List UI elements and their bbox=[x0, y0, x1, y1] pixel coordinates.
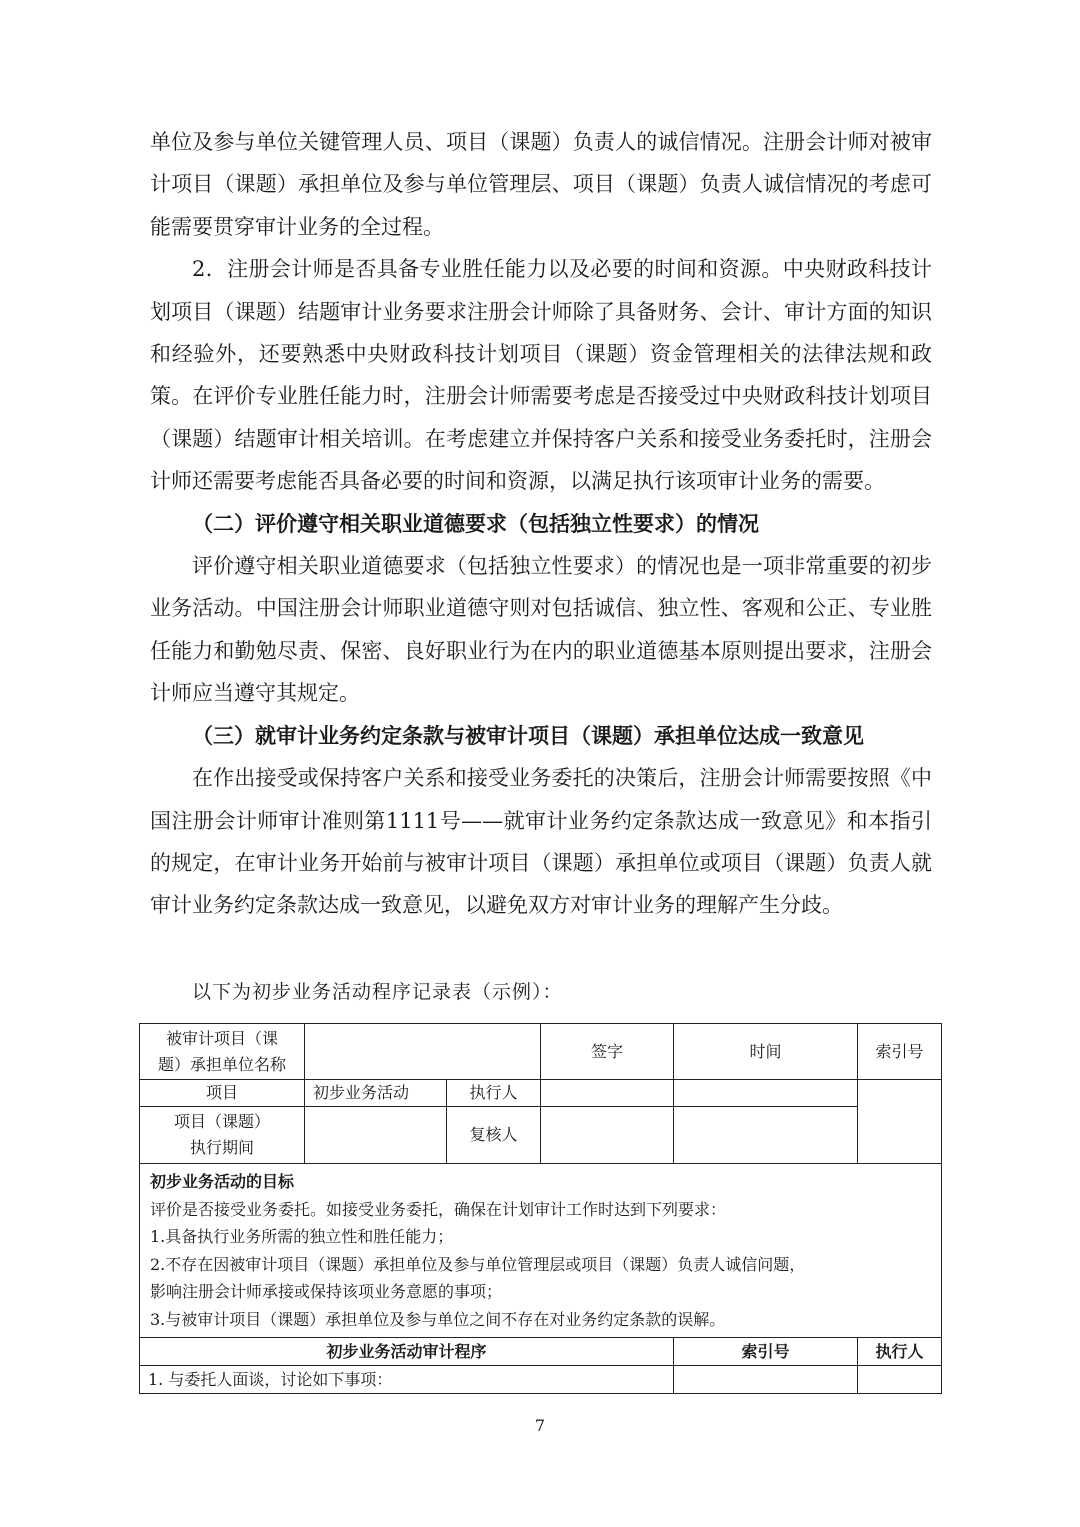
paragraph-competence: 2．注册会计师是否具备专业胜任能力以及必要的时间和资源。中央财政科技计划项目（课题）结题审计业务要求注册会计师除了具备财务、会计、审计方面的知识和经验外，还要熟悉中央财政科技计划项目（课题）资金管理相关的法律法规和政策。在评价专业胜任能力时，注册会计师需要考虑是否接受过中央财政科技计划项目（课题）结题审计相关培训。在考虑建立并保持客户关系和接受业务委托时，注册会计师还需要考虑能否具备必要的时间和资源，以满足执行该项审计业务的需要。 bbox=[150, 257, 932, 494]
unit-name-value bbox=[305, 1024, 541, 1080]
objective-item: 1.具备执行业务所需的独立性和胜任能力； bbox=[150, 1227, 454, 1246]
index-number-header: 索引号 bbox=[858, 1024, 942, 1080]
index-number-cell bbox=[858, 1080, 942, 1164]
preliminary-activity-record-table bbox=[139, 1023, 942, 1394]
objective-item: 2.不存在因被审计项目（课题）承担单位及参与单位管理层或项目（课题）负责人诚信问题， bbox=[150, 1254, 806, 1274]
table-row bbox=[140, 1107, 942, 1164]
procedures-header: 初步业务活动审计程序 bbox=[140, 1338, 674, 1366]
procedures-executor-header: 执行人 bbox=[858, 1338, 942, 1366]
item-value: 初步业务活动 bbox=[305, 1080, 447, 1107]
objective-item: 3.与被审计项目（课题）承担单位及参与单位之间不存在对业务约定条款的误解。 bbox=[150, 1309, 726, 1329]
executor-time-cell bbox=[674, 1080, 858, 1107]
table-row bbox=[140, 1164, 942, 1338]
execution-period-value bbox=[305, 1107, 447, 1164]
execution-period-label: 项目（课题） 执行期间 bbox=[140, 1107, 305, 1164]
table-row bbox=[140, 1366, 942, 1394]
executor-label: 执行人 bbox=[447, 1080, 541, 1107]
activity-objectives bbox=[140, 1164, 942, 1338]
paragraph-integrity: 单位及参与单位关键管理人员、项目（课题）负责人的诚信情况。注册会计师对被审计项目（课题）承担单位及参与单位管理层、项目（课题）负责人诚信情况的考虑可能需要贯穿审计业务的全过程。 bbox=[150, 130, 932, 239]
procedure-index-cell bbox=[674, 1366, 858, 1394]
item-label: 项目 bbox=[140, 1080, 305, 1107]
objectives-title: 初步业务活动的目标 bbox=[150, 1172, 295, 1191]
procedures-index-header: 索引号 bbox=[674, 1338, 858, 1366]
paragraph-ethics: 评价遵守相关职业道德要求（包括独立性要求）的情况也是一项非常重要的初步业务活动。中国注册会计师职业道德守则对包括诚信、独立性、客观和公正、专业胜任能力和勤勉尽责、保密、良好职业行为在内的职业道德基本原则提出要求，注册会计师应当遵守其规定。 bbox=[150, 554, 932, 706]
body-text bbox=[150, 121, 932, 927]
objectives-intro: 评价是否接受业务委托。如接受业务委托，确保在计划审计工作时达到下列要求： bbox=[150, 1199, 727, 1219]
unit-name-label: 被审计项目（课 题）承担单位名称 bbox=[140, 1024, 305, 1080]
table-row bbox=[140, 1024, 942, 1080]
objective-item-continued: 影响注册会计师承接或保持该项业务意愿的事项； bbox=[150, 1282, 503, 1301]
table-caption: 以下为初步业务活动程序记录表（示例）： bbox=[192, 981, 563, 1003]
executor-sign-cell bbox=[541, 1080, 674, 1107]
sign-header: 签字 bbox=[541, 1024, 674, 1080]
page-number: 7 bbox=[534, 1416, 546, 1435]
reviewer-sign-cell bbox=[541, 1107, 674, 1164]
reviewer-time-cell bbox=[674, 1107, 858, 1164]
section-heading-engagement-terms: （三）就审计业务约定条款与被审计项目（课题）承担单位达成一致意见 bbox=[192, 722, 864, 748]
table-row bbox=[140, 1338, 942, 1366]
section-heading-ethics: （二）评价遵守相关职业道德要求（包括独立性要求）的情况 bbox=[192, 510, 759, 536]
table-row bbox=[140, 1080, 942, 1107]
time-header: 时间 bbox=[674, 1024, 858, 1080]
paragraph-engagement-terms: 在作出接受或保持客户关系和接受业务委托的决策后，注册会计师需要按照《中国注册会计师审计准则第1111号——就审计业务约定条款达成一致意见》和本指引的规定，在审计业务开始前与被审计项目（课题）承担单位或项目（课题）负责人就审计业务约定条款达成一致意见，以避免双方对审计业务的理解产生分歧。 bbox=[150, 766, 932, 918]
procedure-executor-cell bbox=[858, 1366, 942, 1394]
reviewer-label: 复核人 bbox=[447, 1107, 541, 1164]
procedure-item: 1. 与委托人面谈，讨论如下事项： bbox=[140, 1366, 674, 1394]
